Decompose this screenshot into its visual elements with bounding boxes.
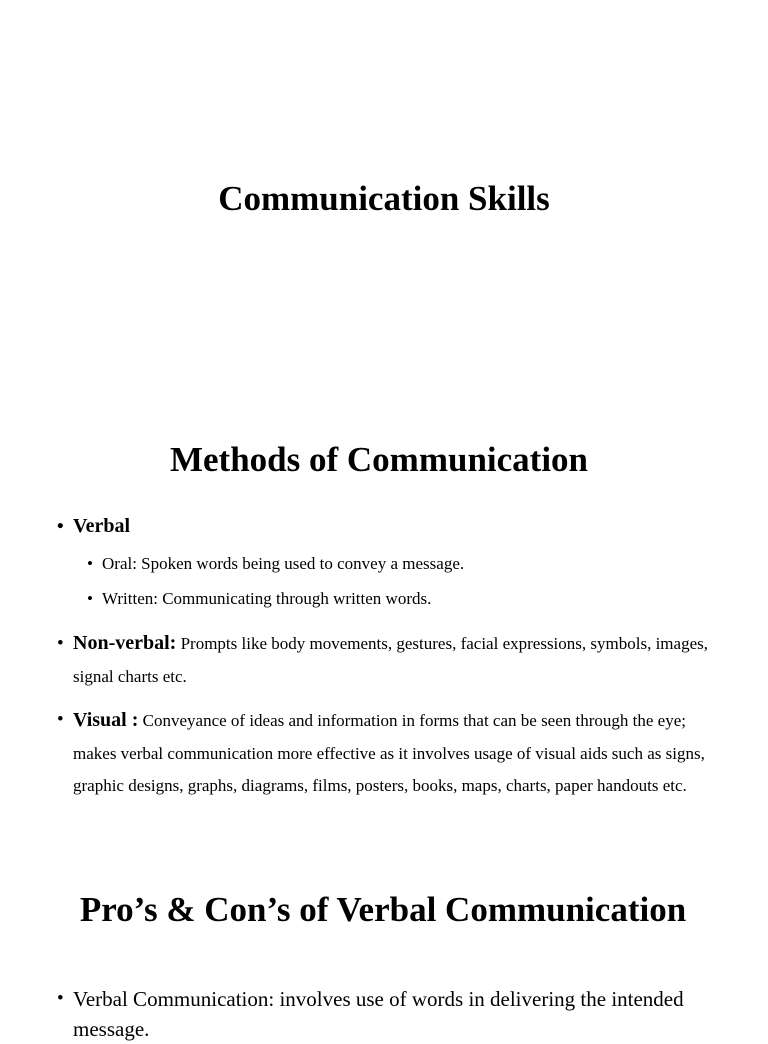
sub-bullet-written: • Written: Communicating through written words.	[102, 587, 722, 611]
slide-title-communication-skills: Communication Skills	[218, 179, 550, 218]
bullet-verbal-communication: • Verbal Communication: involves use of words in delivering the intended message.	[73, 984, 733, 1044]
sub-bullet-oral: • Oral: Spoken words being used to convey a message.	[102, 552, 722, 576]
bullet-non-verbal	[73, 627, 723, 693]
bullet-term-visual: Visual :	[73, 709, 139, 731]
slide-title-methods-of-communication: Methods of Communication	[169, 440, 589, 479]
bullet-text-non-verbal: Prompts like body movements, gestures, facial expressions, symbols, images, signal charts etc.	[73, 634, 708, 686]
slide-title-pros-cons-verbal: Pro’s & Con’s of Verbal Communication	[79, 890, 687, 929]
bullet-visual	[73, 704, 723, 803]
bullet-term-verbal: Verbal	[73, 515, 131, 537]
bullet-term-non-verbal: Non-verbal:	[73, 632, 177, 654]
bullet-text-visual: Conveyance of ideas and information in forms that can be seen through the eye; makes verbal communication more effective as it involves usage of visual aids such as signs, graphic designs, graphs, diagrams, films, posters, books, maps, charts, paper handouts etc.	[73, 711, 705, 795]
bullet-verbal	[73, 510, 723, 543]
